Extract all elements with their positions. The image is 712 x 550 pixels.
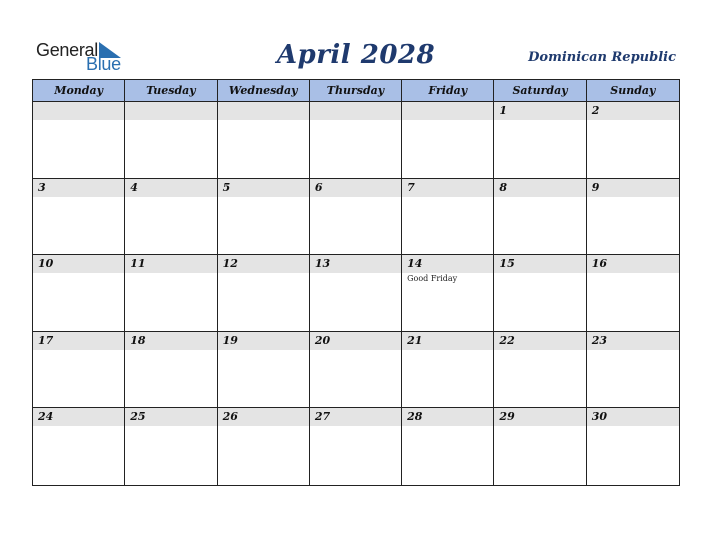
day-cell: [587, 332, 679, 408]
weeks-container: [33, 102, 679, 485]
day-cell: [125, 332, 217, 408]
day-number: 11: [130, 257, 146, 271]
day-cell: [218, 179, 310, 255]
day-cell: [310, 408, 402, 485]
day-number-strip: [494, 102, 585, 120]
day-cell: [125, 102, 217, 178]
day-number-strip: [33, 102, 124, 120]
country-name: Dominican Republic: [528, 50, 676, 65]
day-number-strip: [33, 179, 124, 197]
day-number: 23: [591, 333, 608, 347]
day-number: 7: [407, 180, 415, 194]
day-number-strip: [310, 102, 401, 120]
day-number-strip: [494, 179, 585, 197]
weekday-header-row: [33, 80, 679, 102]
day-cell: [33, 102, 125, 178]
day-cell: [310, 102, 402, 178]
day-number: 22: [499, 333, 515, 347]
day-cell: [33, 255, 125, 331]
day-number: 25: [130, 410, 146, 424]
day-number: 1: [499, 104, 508, 117]
weekday-header-wednesday: Wednesday: [218, 80, 310, 101]
day-cell: [310, 255, 402, 331]
week-row: [33, 102, 679, 179]
day-number: 27: [314, 410, 331, 424]
day-cell: [402, 332, 494, 408]
calendar-grid: [32, 79, 680, 486]
day-number: 29: [499, 410, 515, 424]
week-row: [33, 179, 679, 256]
week-row: [33, 408, 679, 485]
day-cell: [33, 408, 125, 485]
day-number: 13: [314, 257, 331, 271]
day-number-strip: [218, 102, 309, 120]
day-number-strip: [587, 179, 679, 197]
day-number: 9: [591, 180, 600, 194]
day-cell: [310, 332, 402, 408]
day-number: 15: [499, 257, 515, 271]
day-number: 24: [38, 410, 54, 424]
logo-general-text: General: [36, 40, 98, 60]
weekday-header-monday: Monday: [33, 80, 125, 101]
day-number: 4: [130, 180, 138, 194]
day-cell: [218, 102, 310, 178]
day-cell: [402, 408, 494, 485]
day-number: 21: [407, 333, 423, 347]
day-number: 6: [314, 180, 323, 194]
day-cell: [218, 408, 310, 485]
day-cell: [218, 332, 310, 408]
day-cell: [587, 102, 679, 178]
day-number: 5: [222, 180, 231, 194]
day-cell: [402, 255, 494, 331]
day-number: 30: [591, 410, 608, 424]
day-cell: [310, 179, 402, 255]
holiday-label: Good Friday: [407, 274, 458, 284]
day-cell: [494, 255, 586, 331]
day-number-strip: [310, 179, 401, 197]
day-number-strip: [587, 102, 679, 120]
day-number: 26: [222, 410, 238, 424]
day-number: 2: [591, 104, 600, 117]
day-number-strip: [218, 179, 309, 197]
day-number-strip: [125, 102, 216, 120]
day-cell: [125, 255, 217, 331]
weekday-header-friday: Friday: [402, 80, 494, 101]
day-number: 3: [38, 180, 46, 194]
day-cell: [218, 255, 310, 331]
weekday-header-saturday: Saturday: [494, 80, 586, 101]
weekday-header-thursday: Thursday: [310, 80, 402, 101]
day-number: 14: [407, 257, 423, 271]
day-number-strip: [125, 179, 216, 197]
calendar-title: April 2028: [276, 40, 436, 70]
day-number: 8: [499, 180, 508, 194]
day-number: 19: [222, 333, 238, 347]
weekday-header-tuesday: Tuesday: [125, 80, 217, 101]
day-number: 18: [130, 333, 146, 347]
day-cell: [494, 102, 586, 178]
day-number: 28: [407, 410, 423, 424]
week-row: [33, 332, 679, 409]
day-number-strip: [402, 102, 493, 120]
day-cell: [587, 179, 679, 255]
day-number: 12: [222, 257, 238, 271]
day-number: 17: [38, 333, 54, 347]
day-cell: [494, 179, 586, 255]
logo-blue-text: Blue: [86, 54, 121, 74]
day-number: 10: [38, 257, 54, 271]
day-number-strip: [402, 179, 493, 197]
day-cell: [587, 408, 679, 485]
week-row: [33, 255, 679, 332]
day-cell: [402, 102, 494, 178]
day-cell: [125, 179, 217, 255]
day-cell: [33, 179, 125, 255]
day-number: 20: [314, 333, 331, 347]
day-cell: [125, 408, 217, 485]
day-cell: [402, 179, 494, 255]
day-number: 16: [591, 257, 608, 271]
weekday-header-sunday: Sunday: [610, 84, 656, 97]
day-cell: [33, 332, 125, 408]
day-cell: [494, 332, 586, 408]
day-cell: [587, 255, 679, 331]
day-cell: [494, 408, 586, 485]
